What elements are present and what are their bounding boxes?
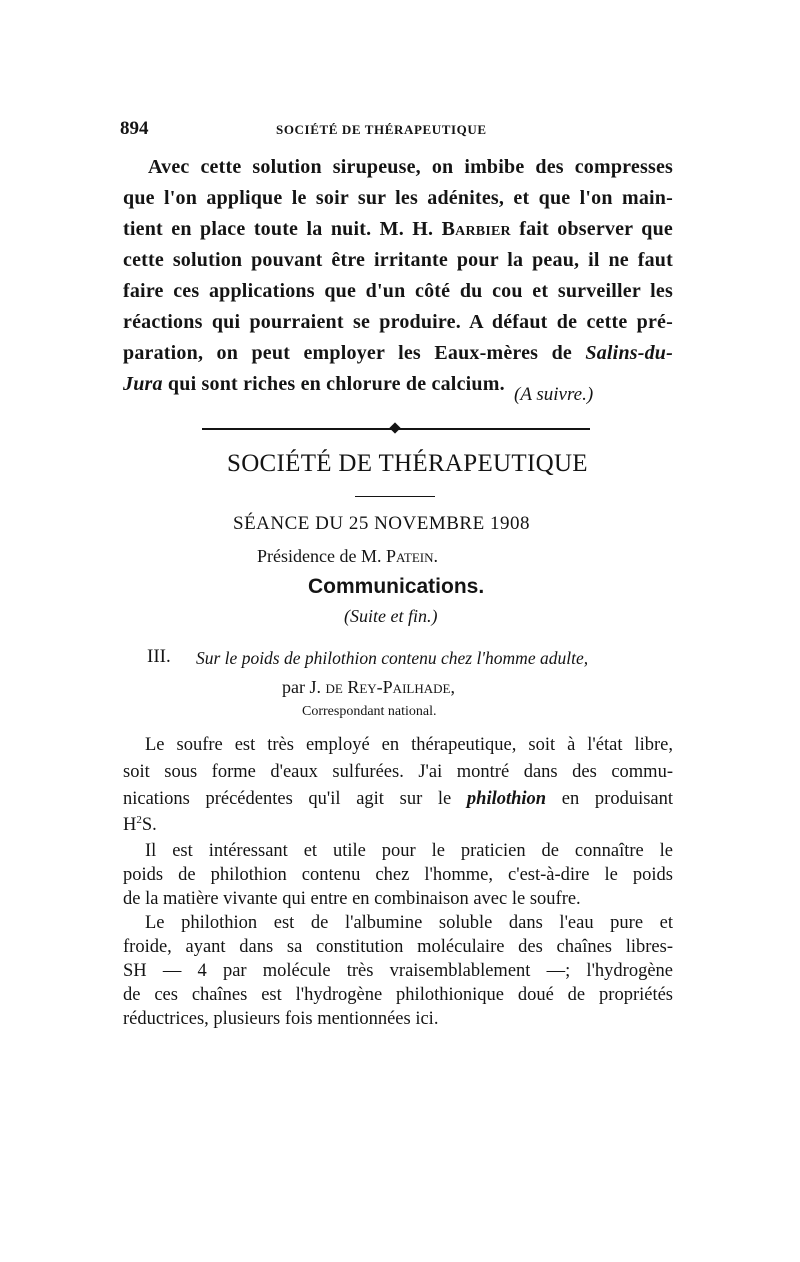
section-title: SOCIÉTÉ DE THÉRAPEUTIQUE xyxy=(227,450,588,477)
text-line: réactions qui pourraient se produire. A défaut de cette pré- xyxy=(123,311,673,333)
presidency: Présidence de M. Patein. xyxy=(257,546,439,566)
article-number: III. xyxy=(147,646,171,667)
text-line: froide, ayant dans sa constitution moléculaire des chaînes libres- xyxy=(123,937,673,957)
continued-note: (Suite et fin.) xyxy=(344,606,438,626)
author-name: Barbier xyxy=(441,218,511,240)
running-title: SOCIÉTÉ DE THÉRAPEUTIQUE xyxy=(276,122,487,137)
text-line: poids de philothion contenu chez l'homme, c'est-à-dire le poids xyxy=(123,865,673,885)
communications-heading: Communications. xyxy=(308,575,485,598)
text-line: Le soufre est très employé en thérapeutique, soit à l'état libre, xyxy=(145,735,673,755)
to-be-continued: (A suivre.) xyxy=(514,384,594,405)
president-name: Patein xyxy=(385,546,434,566)
text-line: de la matière vivante qui entre en combinaison avec le soufre. xyxy=(123,889,581,909)
text-line: SH — 4 par molécule très vraisemblablement —; l'hydrogène xyxy=(123,961,673,981)
place-name: Salins-du- xyxy=(585,342,673,364)
text-line: cette solution pouvant être irritante pour la peau, il ne faut xyxy=(123,249,673,271)
text-line: Le philothion est de l'albumine soluble dans l'eau pure et xyxy=(145,913,673,933)
chemical-formula: $H^2S$. xyxy=(123,814,157,836)
text-line: faire ces applications que d'un côté du cou et surveiller les xyxy=(123,280,673,302)
article-title: Sur le poids de philothion contenu chez l'homme adulte, xyxy=(196,648,589,668)
text-line: Avec cette solution sirupeuse, on imbibe des compresses xyxy=(148,156,673,178)
session-date: SÉANCE DU 25 NOVEMBRE 1908 xyxy=(233,513,530,534)
page-number: 894 xyxy=(120,118,149,139)
text-line: de ces chaînes est l'hydrogène philothionique doué de propriétés xyxy=(123,985,673,1005)
author-role: Correspondant national. xyxy=(302,704,437,719)
divider-diamond xyxy=(389,422,400,433)
text-line: nications précédentes qu'il agit sur le philothion en produisant xyxy=(123,789,673,809)
term-philothion: philothion xyxy=(466,789,547,809)
text-line: soit sous forme d'eaux sulfurées. J'ai montré dans des commu- xyxy=(123,762,673,782)
text-line: paration, on peut employer les Eaux-mères de Salins-du- xyxy=(123,342,673,364)
text-line: que l'on applique le soir sur les adénites, et que l'on main- xyxy=(123,187,673,209)
article-author: par J. de Rey-Pailhade, xyxy=(282,677,455,697)
text-line: tient en place toute la nuit. M. H. Barbier fait observer que xyxy=(123,218,673,240)
text-line: Il est intéressant et utile pour le praticien de connaître le xyxy=(145,841,673,861)
title-underline xyxy=(355,496,435,497)
text-line: Jura qui sont riches en chlorure de calcium. xyxy=(123,373,505,395)
text-line: réductrices, plusieurs fois mentionnées ici. xyxy=(123,1009,439,1029)
